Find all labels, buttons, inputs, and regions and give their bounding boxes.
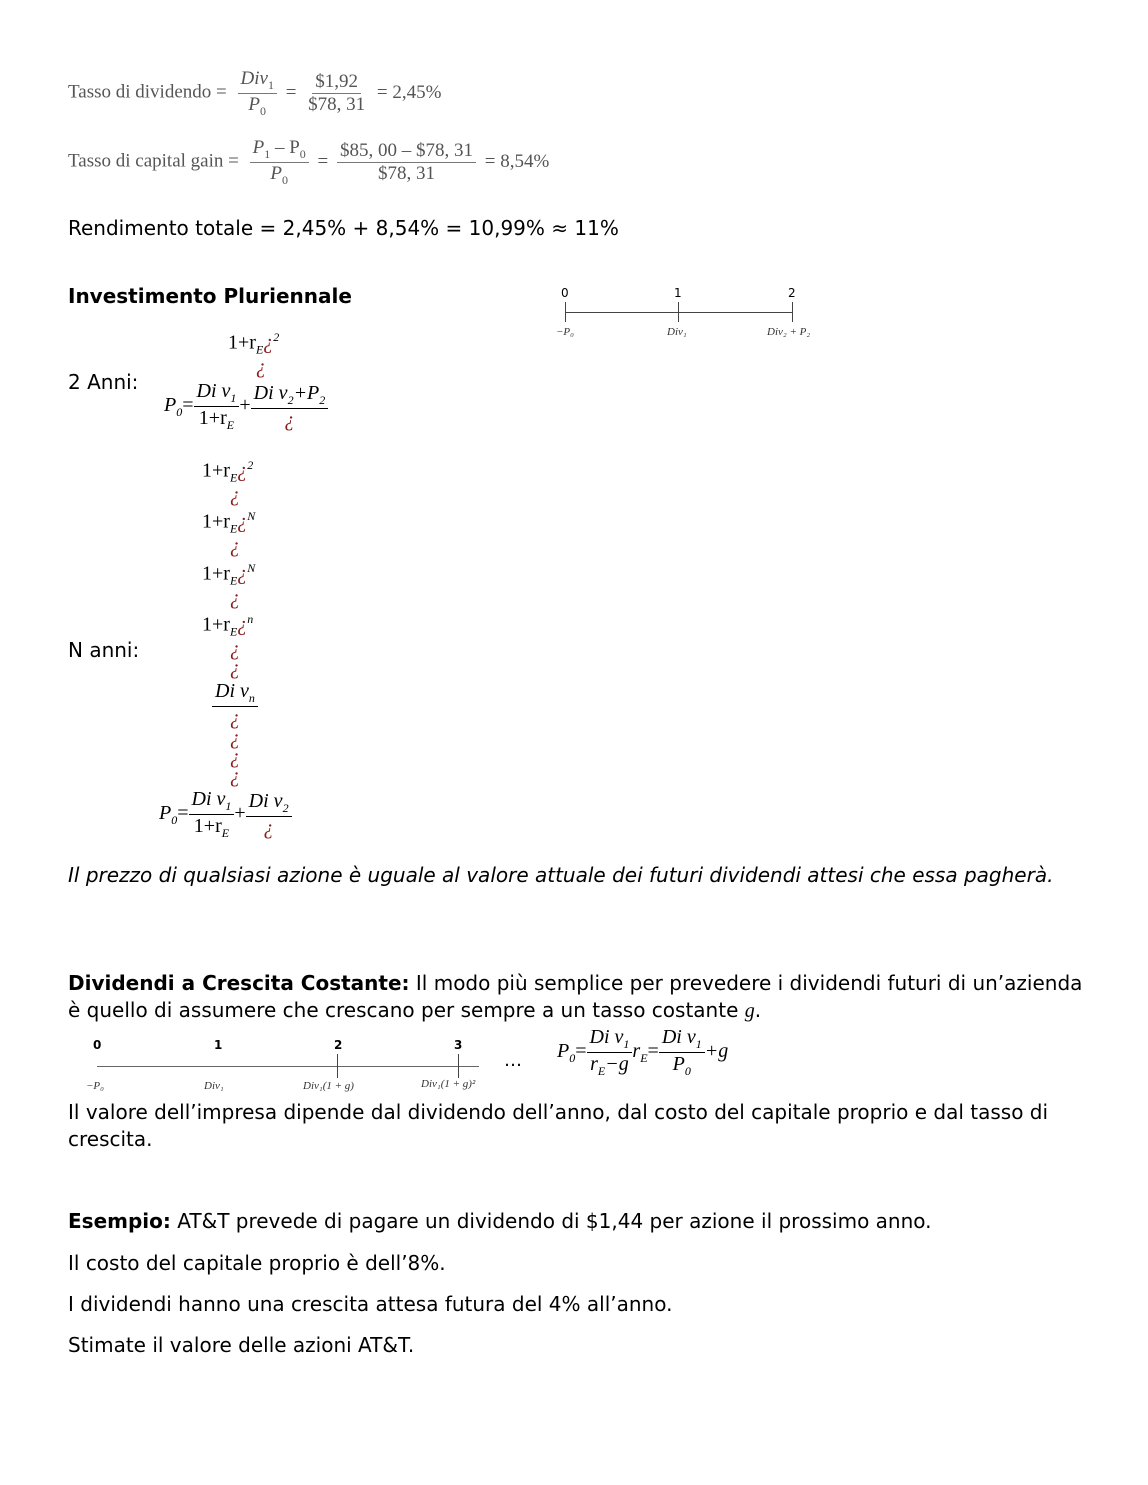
n-years-stack-2: $1+r_E¿^N$ bbox=[202, 509, 256, 536]
growth-timeline-cashflow-0: −P₀ bbox=[86, 1080, 104, 1092]
timeline-tick-label-1: 1 bbox=[674, 286, 682, 300]
n-years-fraction-2: $\frac{Di v_2}{¿}$ bbox=[246, 790, 292, 840]
two-years-formula: $P_0=$ $\frac{Di v_1}{1+r_E}$ + $\frac{Di v_2+P_2}{¿}$ bbox=[164, 380, 328, 433]
growth-timeline-tick-label-3: 3 bbox=[454, 1038, 463, 1052]
capital-gain-fraction-symbolic: $\frac{P_1 - P_0}{P_0}$ bbox=[250, 137, 309, 188]
growth-timeline-cashflow-1: Div₁ bbox=[204, 1080, 224, 1092]
n-years-stack-1: ¿ bbox=[230, 484, 240, 506]
capital-gain-eq: = bbox=[317, 150, 329, 172]
growth-timeline-axis bbox=[97, 1066, 479, 1067]
dividend-yield-result: = 2,45% bbox=[376, 81, 442, 103]
n-years-tail-mark-1: ¿ bbox=[230, 746, 240, 768]
constant-growth-paragraph: Dividendi a Crescita Costante: Il modo più semplice per prevedere i dividendi futuri di un’azienda è quello di assumere che crescano per sempre a un tasso costante g. bbox=[68, 971, 1083, 1022]
n-years-stack-7: ¿ bbox=[230, 638, 240, 660]
dividend-yield-fraction-symbolic: $\frac{Div_1}{P_0}$ bbox=[238, 68, 277, 119]
growth-timeline-tick-3 bbox=[458, 1054, 459, 1078]
timeline-cashflow-0: −P₀ bbox=[556, 326, 574, 338]
n-years-tail-mark-2: ¿ bbox=[230, 765, 240, 787]
capital-gain-result: = 8,54% bbox=[484, 150, 550, 172]
growth-timeline-ellipsis: … bbox=[504, 1050, 522, 1071]
constant-growth-text: Il modo più semplice per prevedere i dividendi futuri di un’azienda è quello di assumere che crescano per sempre a un tasso costante bbox=[68, 971, 1083, 1022]
growth-timeline-cashflow-2: Div₁(1 + g) bbox=[303, 1080, 354, 1092]
dividend-discount-statement: Il prezzo di qualsiasi azione è uguale al valore attuale dei futuri dividendi attesi che essa pagherà. bbox=[68, 863, 1054, 887]
n-years-stack-0: $1+r_E¿^2$ bbox=[202, 458, 254, 485]
multi-year-heading: Investimento Pluriennale bbox=[68, 284, 352, 308]
growth-rate-symbol: g bbox=[744, 1000, 755, 1022]
example-line-4: Stimate il valore delle azioni AT&T. bbox=[68, 1333, 415, 1357]
growth-timeline-tick-label-1: 1 bbox=[214, 1038, 223, 1052]
capital-gain-formula bbox=[68, 137, 549, 188]
timeline-tick-2 bbox=[792, 302, 793, 322]
two-years-fraction-2: $\frac{Di v_2+P_2}{¿}$ bbox=[251, 382, 329, 432]
n-years-formula: $P_0=$ $\frac{Di v_1}{1+r_E}$ + $\frac{Di v_2}{¿}$ bbox=[159, 788, 292, 841]
gordon-growth-formula: $P_0=$ $\frac{Di v_1}{r_E-g}$ $r_E=$ $\frac{Di v_1}{P_0}$ +g bbox=[557, 1026, 729, 1078]
n-years-stack-4: $1+r_E¿^N$ bbox=[202, 561, 256, 588]
gordon-fraction-1: $\frac{Di v_1}{r_E-g}$ bbox=[587, 1026, 633, 1079]
n-years-stack-3: ¿ bbox=[230, 535, 240, 557]
growth-timeline-cashflow-3: Div₁(1 + g)² bbox=[421, 1078, 476, 1090]
constant-growth-heading: Dividendi a Crescita Costante: bbox=[68, 971, 410, 995]
dividend-yield-eq: = bbox=[285, 81, 297, 103]
timeline-tick-0 bbox=[565, 302, 566, 322]
firm-value-note: Il valore dell’impresa dipende dal dividendo dell’anno, dal costo del capitale proprio e dal tasso di crescita. bbox=[68, 1100, 1049, 1151]
n-years-label: N anni: bbox=[68, 638, 140, 662]
dividend-yield-fraction-numeric: $\frac{\$1,92}{\$78, 31}$ bbox=[308, 70, 366, 115]
timeline-tick-label-2: 2 bbox=[788, 286, 796, 300]
timeline-tick-label-0: 0 bbox=[561, 286, 569, 300]
timeline-cashflow-2: Div₂ + P₂ bbox=[767, 326, 811, 338]
n-years-stack-5: ¿ bbox=[230, 587, 240, 609]
two-years-top-mark: ¿ bbox=[256, 356, 266, 378]
example-label: Esempio: bbox=[68, 1209, 171, 1233]
growth-timeline-tick-2 bbox=[337, 1054, 338, 1078]
two-years-fraction-1: $\frac{Di v_1}{1+r_E}$ bbox=[194, 380, 240, 433]
example-line-1: Esempio: AT&T prevede di pagare un dividendo di $1,44 per azione il prossimo anno. bbox=[68, 1209, 932, 1233]
two-years-top-expr: $1+r_E¿^2$ bbox=[228, 330, 280, 357]
two-years-label: 2 Anni: bbox=[68, 370, 139, 394]
timeline-cashflow-1: Div₁ bbox=[667, 326, 687, 338]
n-years-stack-6: $1+r_E¿^n$ bbox=[202, 612, 254, 639]
growth-timeline-tick-label-0: 0 bbox=[93, 1038, 102, 1052]
capital-gain-fraction-numeric: $\frac{\$85, 00 - \$78, 31}{\$78, 31}$ bbox=[337, 140, 476, 185]
dividend-yield-formula bbox=[68, 68, 441, 119]
n-years-stack-8: ¿ bbox=[230, 657, 240, 679]
dividend-yield-label: Tasso di dividendo = bbox=[68, 81, 227, 103]
n-years-fraction-1: $\frac{Di v_1}{1+r_E}$ bbox=[189, 788, 235, 841]
example-line-3: I dividendi hanno una crescita attesa futura del 4% all’anno. bbox=[68, 1292, 673, 1316]
total-return-line: Rendimento totale = 2,45% + 8,54% = 10,99% ≈ 11% bbox=[68, 216, 619, 240]
timeline-axis bbox=[565, 312, 793, 313]
example-line-2: Il costo del capitale proprio è dell’8%. bbox=[68, 1251, 446, 1275]
growth-timeline-tick-label-2: 2 bbox=[334, 1038, 343, 1052]
capital-gain-label: Tasso di capital gain = bbox=[68, 150, 239, 172]
n-years-divn-fraction: $\frac{Di v_n}{¿}$ bbox=[212, 680, 258, 730]
timeline-tick-1 bbox=[678, 302, 679, 322]
n-years-tail-mark-0: ¿ bbox=[230, 727, 240, 749]
gordon-fraction-2: $\frac{Di v_1}{P_0}$ bbox=[659, 1026, 705, 1079]
